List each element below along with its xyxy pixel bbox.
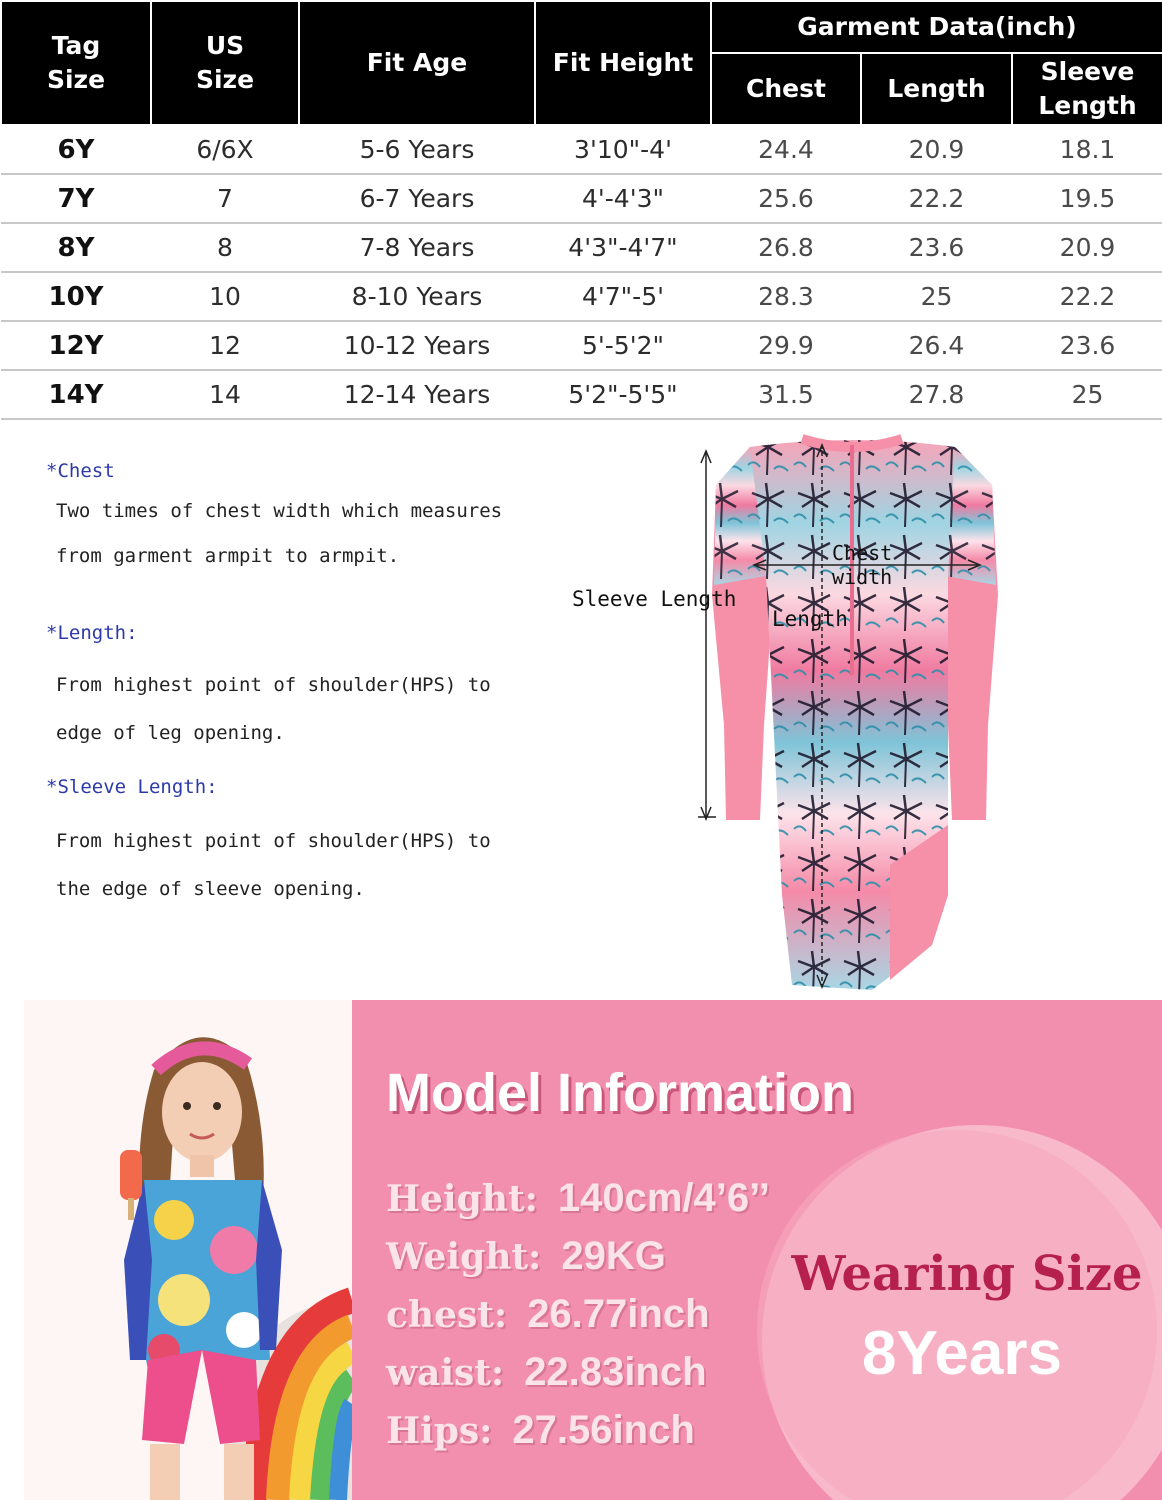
- header-length: Length: [861, 53, 1012, 125]
- cell-chest: 28.3: [711, 272, 861, 321]
- note-sleeve-line: From highest point of shoulder(HPS) to: [56, 830, 491, 852]
- cell-tag: 10Y: [1, 272, 151, 321]
- cell-us: 6/6X: [151, 125, 299, 174]
- cell-length: 25: [861, 272, 1012, 321]
- header-sleeve-length: [1012, 53, 1162, 125]
- cell-height: 4'7"-5': [535, 272, 711, 321]
- model-photo: [24, 1000, 352, 1500]
- stat-hips: [386, 1408, 695, 1453]
- stat-weight-value: 29KG: [561, 1234, 666, 1278]
- garment-diagram: [560, 425, 1162, 1000]
- note-chest-heading: *Chest: [46, 460, 115, 482]
- cell-us: 8: [151, 223, 299, 272]
- wearing-size-value: 8Years: [862, 1319, 1062, 1388]
- table-row: [1, 370, 1162, 419]
- cell-chest: 25.6: [711, 174, 861, 223]
- model-information-panel: [352, 1000, 1162, 1500]
- table-row: [1, 223, 1162, 272]
- note-chest-line: from garment armpit to armpit.: [56, 545, 400, 567]
- cell-sleeve: 23.6: [1012, 321, 1162, 370]
- cell-chest: 24.4: [711, 125, 861, 174]
- table-row: [1, 321, 1162, 370]
- note-sleeve-line: the edge of sleeve opening.: [56, 878, 365, 900]
- cell-us: 10: [151, 272, 299, 321]
- cell-length: 20.9: [861, 125, 1012, 174]
- stat-chest-label: chest:: [386, 1294, 508, 1336]
- cell-height: 4'3"-4'7": [535, 223, 711, 272]
- note-length-line: From highest point of shoulder(HPS) to: [56, 674, 491, 696]
- chest-width-label-line2: width: [832, 565, 893, 589]
- cell-age: 10-12 Years: [299, 321, 535, 370]
- cell-sleeve: 18.1: [1012, 125, 1162, 174]
- cell-age: 6-7 Years: [299, 174, 535, 223]
- size-chart-table: [0, 0, 1162, 420]
- header-sleeve-length-label: Sleeve Length: [1038, 57, 1137, 120]
- cell-chest: 31.5: [711, 370, 861, 419]
- cell-height: 4'-4'3": [535, 174, 711, 223]
- note-length-heading: *Length:: [46, 622, 138, 644]
- cell-tag: 12Y: [1, 321, 151, 370]
- cell-length: 23.6: [861, 223, 1012, 272]
- stat-weight-label: Weight:: [386, 1236, 542, 1278]
- cell-tag: 14Y: [1, 370, 151, 419]
- cell-age: 12-14 Years: [299, 370, 535, 419]
- wearing-size-title: Wearing Size: [791, 1246, 1143, 1302]
- cell-chest: 29.9: [711, 321, 861, 370]
- note-chest-line: Two times of chest width which measures: [56, 500, 503, 522]
- cell-sleeve: 19.5: [1012, 174, 1162, 223]
- stat-waist: [386, 1350, 707, 1395]
- stat-height-value: 140cm/4’6’’: [557, 1176, 770, 1220]
- cell-age: 8-10 Years: [299, 272, 535, 321]
- stat-hips-value: 27.56inch: [512, 1408, 695, 1452]
- header-fit-age: Fit Age: [299, 1, 535, 125]
- stat-chest-value: 26.77inch: [527, 1292, 710, 1336]
- cell-length: 22.2: [861, 174, 1012, 223]
- table-row: [1, 272, 1162, 321]
- stat-height: [386, 1176, 770, 1221]
- model-photo-icon: [24, 1000, 352, 1500]
- cell-chest: 26.8: [711, 223, 861, 272]
- header-tag-size-label: Tag Size: [46, 31, 106, 94]
- stat-hips-label: Hips:: [386, 1410, 493, 1452]
- cell-sleeve: 25: [1012, 370, 1162, 419]
- header-fit-height: Fit Height: [535, 1, 711, 125]
- table-row: [1, 174, 1162, 223]
- swimsuit-illustration-icon: [560, 425, 1162, 1000]
- cell-us: 12: [151, 321, 299, 370]
- cell-tag: 7Y: [1, 174, 151, 223]
- cell-tag: 8Y: [1, 223, 151, 272]
- cell-height: 5'-5'2": [535, 321, 711, 370]
- stat-chest: [386, 1292, 710, 1337]
- cell-tag: 6Y: [1, 125, 151, 174]
- table-row: [1, 125, 1162, 174]
- cell-age: 7-8 Years: [299, 223, 535, 272]
- header-us-size: [151, 1, 299, 125]
- measurement-notes: [0, 420, 560, 980]
- header-us-size-label: US Size: [195, 31, 255, 94]
- stat-waist-value: 22.83inch: [524, 1350, 707, 1394]
- stat-height-label: Height:: [386, 1178, 538, 1220]
- cell-age: 5-6 Years: [299, 125, 535, 174]
- header-garment-data: Garment Data(inch): [711, 1, 1162, 53]
- cell-height: 5'2"-5'5": [535, 370, 711, 419]
- cell-sleeve: 20.9: [1012, 223, 1162, 272]
- stat-waist-label: waist:: [386, 1352, 505, 1394]
- note-sleeve-heading: *Sleeve Length:: [46, 776, 218, 798]
- stat-weight: [386, 1234, 666, 1279]
- cell-length: 27.8: [861, 370, 1012, 419]
- length-label: Length: [772, 607, 848, 631]
- cell-length: 26.4: [861, 321, 1012, 370]
- cell-height: 3'10"-4': [535, 125, 711, 174]
- chest-width-label: [832, 541, 892, 589]
- header-chest: Chest: [711, 53, 861, 125]
- chest-width-label-line1: Chest: [832, 541, 893, 565]
- note-length-line: edge of leg opening.: [56, 722, 285, 744]
- model-information-title: Model Information: [386, 1063, 854, 1123]
- cell-us: 7: [151, 174, 299, 223]
- cell-sleeve: 22.2: [1012, 272, 1162, 321]
- cell-us: 14: [151, 370, 299, 419]
- sleeve-length-label: Sleeve Length: [572, 587, 737, 611]
- header-tag-size: [1, 1, 151, 125]
